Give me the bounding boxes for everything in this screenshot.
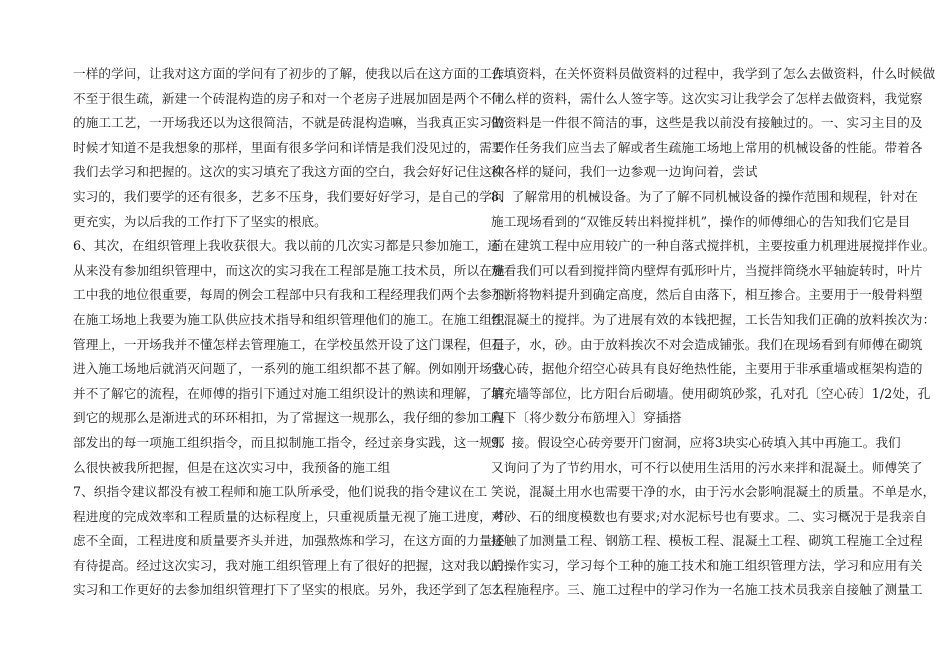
left-column [73, 62, 518, 603]
text-line: 9、接。假设空心砖旁要开门窗洞，应将3块实心砖填入其中再施工。我们 [491, 434, 901, 450]
text-line: 笑说，混凝土用水也需要干净的水，由于污水会影响混凝土的质量。不单是水， [491, 484, 936, 500]
text-line: 不至于很生疏，新建一个砖混构造的房子和对一个老房子进展加固是两个不同 [73, 90, 505, 106]
text-line: 8、了解常用的机械设备。为了了解不同机械设备的操作范围和规程，针对在 [491, 188, 919, 204]
text-line: 去填资料，在关怀资料员做资料的过程中，我学到了怎么去做资料，什么时候做 [491, 66, 936, 81]
text-line: 填充墙等部位，比方阳台后砌墙。使用砌筑砂浆，孔对孔〔空心砖〕1/2处，孔 [491, 385, 931, 401]
text-line: 工中我的地位很重要，每周的例会工程部中只有我和工程经理我们两个去参加， [73, 287, 518, 303]
text-line: 实习的，我们要学的还有很多，艺多不压身，我们要好好学习，是自己的学问 [73, 188, 505, 204]
text-line: 进入施工场地后就消灭问题了，一系列的施工组织都不甚了解。例如刚开场我 [73, 361, 505, 377]
text-line: 观看我们可以看到搅拌筒内壁焊有弧形叶片，当搅拌筒绕水平轴旋转时，叶片 [491, 262, 923, 278]
text-line: 的操作实习，学习每个工种的施工技术和施工组织管理方法，学习和应用有关 [491, 557, 923, 573]
text-line: 虑不全面，工程进度和质量要齐头并进，加强熬炼和学习，在这方面的力量还 [73, 533, 505, 549]
text-line: 时候才知道不是我想象的那样，里面有很多学问和详情是我们没见过的，需要 [73, 139, 505, 155]
text-line: 性混凝土的搅拌。为了进展有效的本钱把握，工长告知我们正确的放料挨次为： [491, 311, 936, 327]
text-line: 什么样的资料，需什么人签字等。这次实习让我学会了怎样去做资料，我觉察 [491, 90, 923, 106]
text-line: 到它的规那么是渐进式的环环相扣，为了常握这一规那么，我仔细的参加工程 [73, 410, 505, 426]
text-line: 6、其次，在组织管理上我收获很大。我以前的几次实习都是只参加施工，还 [73, 238, 501, 254]
text-line: 我们去学习和把握的。这次的实习填充了我这方面的空白，我会好好记住这次 [73, 164, 505, 180]
text-line: 并不了解它的流程，在师傅的指引下通过对施工组织设计的熟读和理解，了解 [73, 385, 505, 401]
text-line: 前在建筑工程中应用较广的一种自落式搅拌机，主要按重力机理进展搅拌作业。 [491, 238, 936, 254]
text-line: 更充实，为以后我的工作打下了坚实的根底。 [73, 213, 327, 229]
text-line: 在施工场地上我要为施工队供应技术指导和组织管理他们的施工。在施工组织 [73, 311, 505, 327]
text-line: 不断将物料提升到确定高度，然后自由落下，相互掺合。主要用于一般骨料塑 [491, 287, 923, 303]
text-line: 部发出的每一项施工组织指令，而且拟制施工指令，经过亲身实践，这一规那 [73, 434, 505, 450]
text-line: 接触了加测量工程、钢筋工程、模板工程、混凝土工程、砌筑工程施工全过程 [491, 533, 923, 549]
text-line: 程进度的完成效率和工程质量的达标程度上，只重视质量无视了施工进度，考 [73, 508, 505, 524]
text-line: 有待提高。经过这次实习，我对施工组织管理上有了很好的把握，这对我以后 [73, 557, 505, 573]
text-line: 7、织指令建议都没有被工程师和施工队所承受，他们说我的指令建议在工 [73, 484, 488, 500]
text-line: 工作任务我们应当去了解或者生疏施工场地上常用的机械设备的性能。带着各 [491, 139, 923, 155]
text-line: 对砂、石的细度模数也有要求;对水泥标号也有要求。二、实习概况于是我亲自 [491, 508, 927, 524]
text-line: 的施工工艺，一开场我还以为这很简洁，不就是砖混构造嘛，当我真正实习的 [73, 115, 505, 131]
text-line: 一样的学问，让我对这方面的学问有了初步的了解，使我以后在这方面的工作 [73, 66, 505, 81]
text-line: 又询问了为了节约用水，可不行以使用生活用的污水来拌和混凝土。师傅笑了 [491, 459, 923, 475]
text-line: 实习和工作更好的去参加组织管理打下了坚实的根底。另外，我还学到了怎么 [73, 582, 505, 598]
text-line: 么很快被我所把握，但是在这次实习中，我预备的施工组 [73, 459, 391, 475]
text-line: 做资料是一件很不简洁的事，这些是我以前没有接触过的。一、实习主目的及 [491, 115, 923, 131]
right-column [491, 62, 936, 603]
text-line: 施工现场看到的“双锥反转出料搅拌机”，操作的师傅细心的告知我们它是目 [491, 213, 911, 229]
text-line: 种各样的疑问，我们一边参观一边询问着，尝试 [491, 164, 758, 180]
text-line: 石子，水，砂。由于放料挨次不对会造成铺张。我们在现场看到有师傅在砌筑 [491, 336, 923, 352]
text-line: 空心砖，据他介绍空心砖具有良好绝热性能，主要用于非承重墙或框架构造的 [491, 361, 923, 377]
text-line: 从来没有参加组织管理中，而这次的实习我在工程部是施工技术员，所以在施 [73, 262, 505, 278]
text-line: 工程施程序。三、施工过程中的学习作为一名施工技术员我亲自接触了测量工 [491, 582, 923, 598]
text-line: 向下〔将少数分布筋埋入〕穿插搭 [491, 410, 682, 426]
text-line: 管理上，一开场我并不懂怎样去管理施工，在学校虽然开设了这门课程，但是 [73, 336, 505, 352]
